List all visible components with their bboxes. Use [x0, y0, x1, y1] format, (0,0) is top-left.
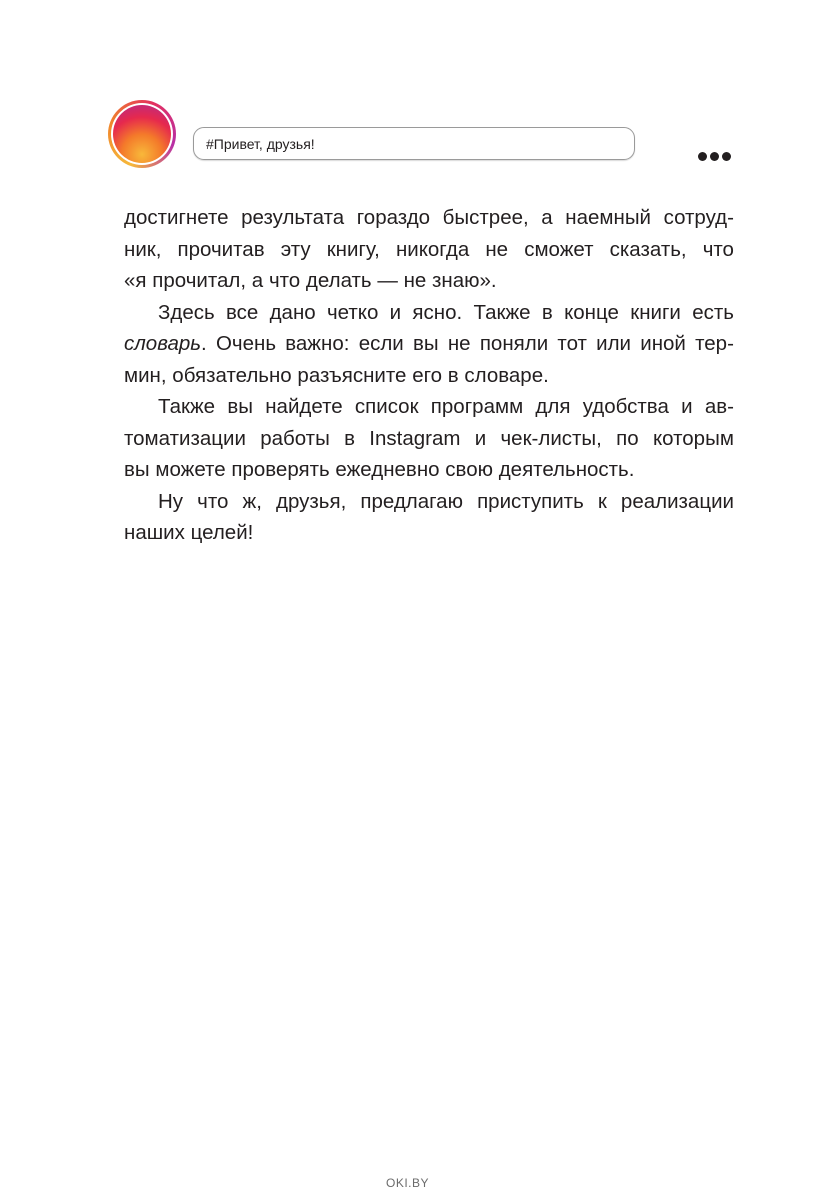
chapter-title-field [193, 127, 635, 160]
paragraph [124, 202, 734, 297]
post-header [0, 0, 817, 200]
dot [710, 152, 719, 161]
dot [698, 152, 707, 161]
text-line: «я прочитал, а что делать — не знаю». [124, 269, 497, 292]
more-dots-icon[interactable] [698, 150, 738, 162]
text-line: Также вы найдете список программ для удобства и ав- [158, 395, 734, 418]
watermark: OKI.BY [386, 1176, 430, 1190]
text-line: словарь. Очень важно: если вы не поняли тот или иной тер- [124, 332, 734, 355]
text-line: ник, прочитав эту книгу, никогда не сможет сказать, что [124, 237, 734, 261]
text-line: мин, обязательно разъясните его в словаре. [124, 363, 549, 387]
text-line: наших целей! [124, 521, 254, 544]
gradient-circle-avatar-icon [113, 105, 171, 163]
text-line: достигнете результата гораздо быстрее, а наемный сотруд- [124, 206, 734, 229]
text-line: томатизации работы в Instagram и чек-листы, по которым [124, 426, 734, 450]
chapter-title: #Привет, друзья! [206, 135, 315, 152]
text-line: Ну что ж, друзья, предлагаю приступить к реализации [158, 489, 734, 513]
text-line: Здесь все дано четко и ясно. Также в конце книги есть [158, 300, 734, 324]
avatar[interactable] [108, 100, 176, 168]
body-text [124, 202, 734, 549]
paragraph [124, 486, 734, 549]
text-line: вы можете проверять ежедневно свою деятельность. [124, 458, 635, 481]
dot [722, 152, 731, 161]
paragraph [124, 391, 734, 486]
paragraph [124, 297, 734, 392]
